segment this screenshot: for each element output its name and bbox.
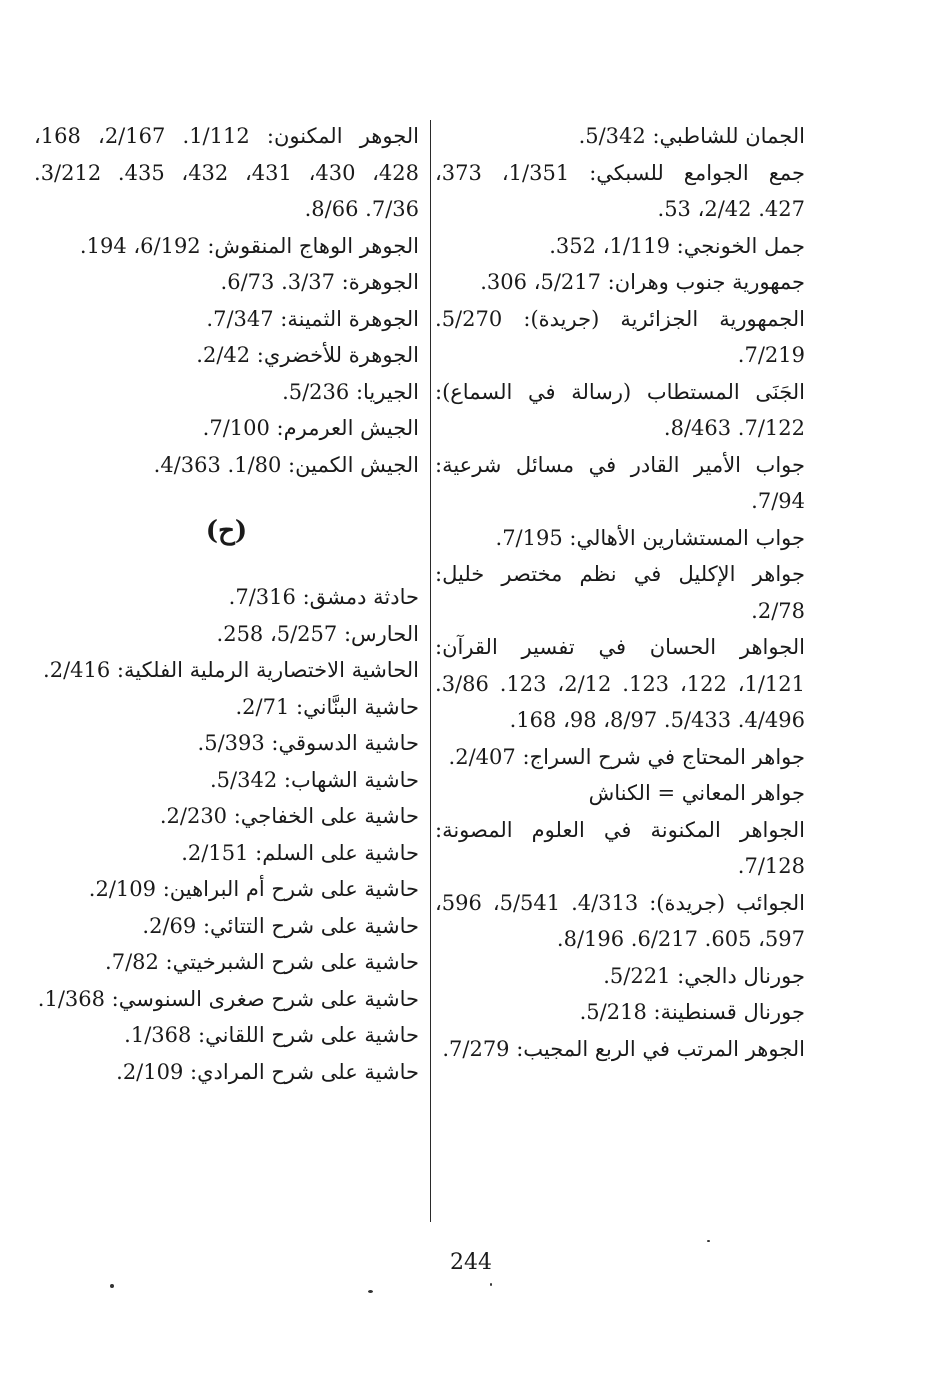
index-entry: الجوهر المرتب في الربع المجيب: 7/279. <box>442 1036 805 1061</box>
index-entry: جواب الأمير القادر في مسائل شرعية: 7/94. <box>435 452 805 513</box>
page-number: 244 <box>450 1250 492 1275</box>
index-entry: حاشية الشهاب: 5/342. <box>209 767 419 792</box>
index-entry: حاشية على شرح اللقاني: 1/368. <box>124 1023 419 1047</box>
section-heading: (ح) <box>205 516 248 546</box>
index-entry: الجوهرة الثمينة: 7/347. <box>206 306 419 331</box>
print-speck <box>490 1283 492 1286</box>
index-entry: حاشية على شرح صغرى السنوسي: 1/368. <box>37 986 419 1011</box>
index-entry: الجمان للشاطبي: 5/342. <box>578 124 805 148</box>
index-entry: الجوهر المكنون: 1/112. 2/167، 168، 428، 430، 431، 432، 435. 3/212. 7/36. 8/66. <box>34 124 420 221</box>
index-entry: جواب المستشارين الأهالي: 7/195. <box>495 525 805 550</box>
index-entry: حادثة دمشق: 7/316. <box>228 585 419 609</box>
index-entry: جمهورية جنوب وهران: 5/217، 306. <box>480 270 805 294</box>
index-entry: الجَنَى المستطاب (رسالة في السماع): 7/122. 8/463. <box>435 379 805 440</box>
index-entry: جواهر المحتاج في شرح السراج: 2/407. <box>448 744 805 769</box>
index-entry: حاشية البنَّاني: 2/71. <box>235 694 419 719</box>
index-entry: حاشية على شرح الشبرخيتي: 7/82. <box>105 950 419 974</box>
index-entry: الجيش الكمين: 1/80. 4/363. <box>153 452 419 477</box>
index-entry: الجوهرة للأخضري: 2/42. <box>196 343 419 367</box>
index-entry: حاشية على الخفاجي: 2/230. <box>159 804 419 828</box>
index-entry: جورنال قسنطينة: 5/218. <box>579 1000 805 1024</box>
index-entry: جورنال دالجي: 5/221. <box>603 963 805 988</box>
print-speck <box>110 1284 114 1288</box>
print-speck <box>707 1240 710 1242</box>
index-entry: الجيش العرمرم: 7/100. <box>202 416 419 440</box>
index-column-right <box>435 118 805 1067</box>
index-entry: الحاشية الاختصارية الرملية الفلكية: 2/416. <box>43 658 419 682</box>
index-entry: حاشية على السلم: 2/151. <box>181 840 419 865</box>
index-entry: الجوهر الوهاج المنقوش: 6/192، 194. <box>79 233 419 258</box>
index-entry: الجوائب (جريدة): 4/313. 5/541، 596، 597، 605. 6/217. 8/196. <box>435 890 805 951</box>
index-entry: حاشية على شرح التتائي: 2/69. <box>142 913 419 938</box>
index-entry: جمل الخونجي: 1/119، 352. <box>549 233 805 258</box>
index-group-jim <box>34 118 419 483</box>
column-divider <box>430 120 431 1222</box>
index-entry: جمع الجوامع للسبكي: 1/351، 373، 427. 2/42، 53. <box>435 160 805 221</box>
index-column-left <box>34 118 419 1090</box>
index-entry: الجواهر الحسان في تفسير القرآن: 1/121، 122، 123. 2/12، 123. 3/86. 4/496. 5/433. 8/97، 98، 168. <box>435 635 806 732</box>
index-entry: الجوهرة: 3/37. 6/73. <box>220 270 419 294</box>
index-entry: الحارس: 5/257، 258. <box>216 621 419 646</box>
index-entry: جواهر الإكليل في نظم مختصر خليل: 2/78. <box>435 562 805 623</box>
index-entry: حاشية على شرح أم البراهين: 2/109. <box>88 877 419 901</box>
index-group-ha <box>34 579 419 1090</box>
index-entry: جواهر المعاني = الكناش <box>588 781 805 805</box>
index-entry: حاشية على شرح المرادي: 2/109. <box>116 1059 419 1084</box>
index-entry: حاشية الدسوقي: 5/393. <box>197 731 419 755</box>
print-speck <box>368 1290 373 1293</box>
index-entry: الجواهر المكنونة في العلوم المصونة: 7/128. <box>435 817 805 878</box>
index-entry: الجمهورية الجزائرية (جريدة): 5/270. 7/219. <box>435 306 805 367</box>
index-entry: الجيريا: 5/236. <box>282 379 419 404</box>
